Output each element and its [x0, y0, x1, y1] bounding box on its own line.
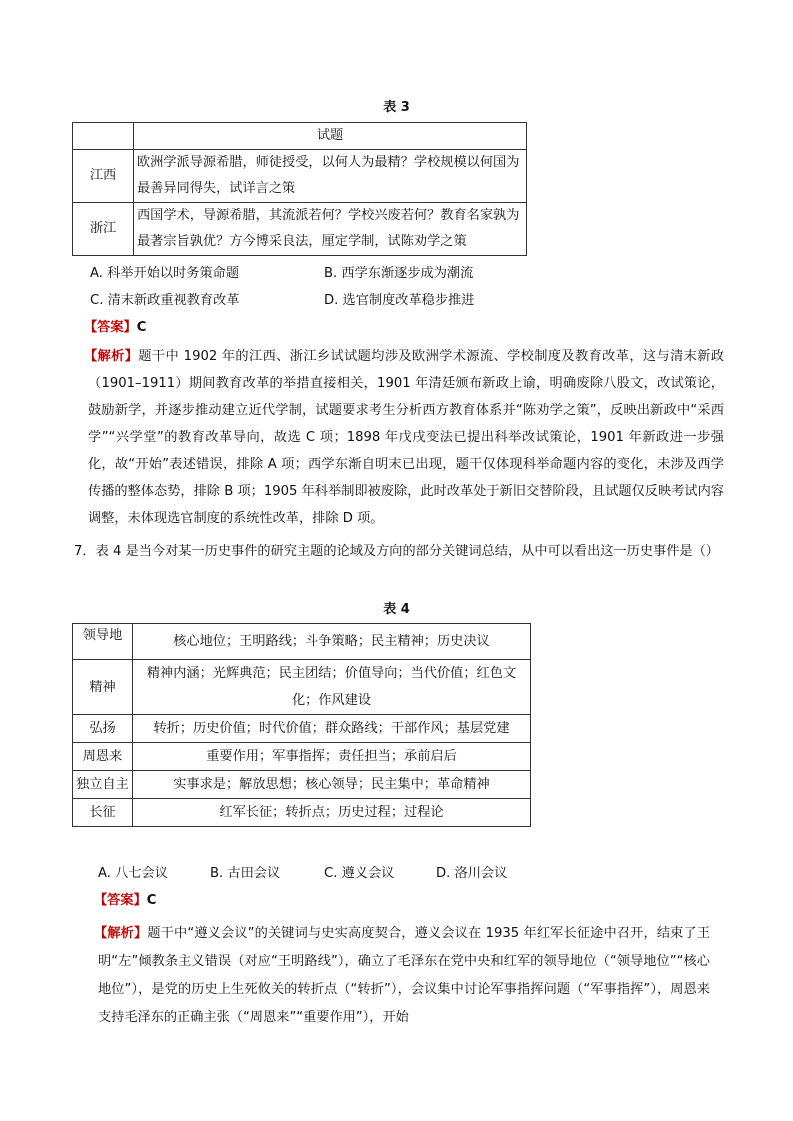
table3-region-cell: 江西 [73, 150, 134, 203]
analysis-label: 【解析】 [84, 349, 139, 364]
table3-caption: 表 3 [383, 100, 410, 115]
table4-label-cell: 周恩来 [73, 743, 133, 771]
table3-text-cell: 欧洲学派导源希腊，师徒授受，以何人为最精？学校规模以何国为最善异同得失，试详言之策 [134, 150, 527, 203]
q6-option-d: D. 选官制度改革稳步推进 [324, 293, 475, 308]
table4-text-cell: 转折；历史价值；时代价值；群众路线；干部作风；基层党建 [133, 715, 531, 743]
q6-answer [84, 318, 146, 338]
answer-value: C [136, 320, 147, 335]
q7-option-b: B. 古田会议 [210, 866, 281, 881]
table4-text-cell: 精神内涵；光辉典范；民主团结；价值导向；当代价值；红色文化；作风建设 [133, 660, 531, 715]
table3-text-cell: 西国学术，导源希腊，其流派若何？学校兴废若何？教育名家孰为最著宗旨孰优？方今博采良法，厘定学制，试陈劝学之策 [134, 203, 527, 256]
table-row [73, 660, 531, 715]
table4-caption: 表 4 [383, 602, 410, 617]
q7-option-a: A. 八七会议 [98, 866, 168, 881]
table4-label-cell: 精神 [73, 660, 133, 715]
table3-region-cell: 浙江 [73, 203, 134, 256]
table-row [73, 743, 531, 771]
table-row [73, 715, 531, 743]
q6-option-a: A. 科举开始以时务策命题 [90, 266, 240, 281]
q7-option-d: D. 洛川会议 [436, 866, 508, 881]
analysis-text: 题干中 1902 年的江西、浙江乡试试题均涉及欧洲学术源流、学校制度及教育改革，这与清末新政（1901–1911）期间教育改革的举措直接相关，1901 年清廷颁布新政上谕，明确废除八股文，改试策论，鼓励新学，并逐步推动建立近代学制，试题要求考生分析西方教育体系并“陈劝学之策”，反映出新政中“采西学”“兴学堂”的教育改革导向，故选 C 项；1898 年戊戌变法已提出科举改试策论，1901 年新政进一步强化，故“开始”表述错误，排除 A 项；西学东渐自明末已出现，题干仅体现科举命题内容的变化，未涉及西学传播的整体态势，排除 B 项；1905 年科举制即被废除，此时改革处于新旧交替阶段，且试题仅反映考试内容调整，未体现选官制度的系统性改革，排除 D 项。 [88, 349, 725, 526]
table-row [73, 771, 531, 799]
q6-option-b: B. 西学东渐逐步成为潮流 [324, 266, 474, 281]
q7-option-c: C. 遵义会议 [324, 866, 395, 881]
q7-analysis [94, 920, 711, 1032]
q7-answer [94, 891, 156, 911]
table3-corner-cell [73, 123, 134, 150]
table4-label-cell: 弘扬 [73, 715, 133, 743]
table4-text-cell: 核心地位；王明路线；斗争策略；民主精神；历史决议 [133, 624, 531, 660]
table4-label-cell: 独立自主 [73, 771, 133, 799]
table4-label-cell: 长征 [73, 799, 133, 827]
table4-text-cell: 实事求是；解放思想；核心领导；民主集中；革命精神 [133, 771, 531, 799]
table-row [73, 799, 531, 827]
table3 [72, 122, 527, 256]
analysis-text: 题干中“遵义会议”的关键词与史实高度契合，遵义会议在 1935 年红军长征途中召开，结束了王明“左”倾教条主义错误（对应“王明路线”），确立了毛泽东在党中央和红军的领导地位（“领导地位”“核心地位”），是党的历史上生死攸关的转折点（“转折”），会议集中讨论军事指挥问题（“军事指挥”），周恩来支持毛泽东的正确主张（“周恩来”“重要作用”），开始 [98, 926, 711, 1025]
table4-text-cell: 红军长征；转折点；历史过程；过程论 [133, 799, 531, 827]
table-row [73, 150, 527, 203]
analysis-label: 【解析】 [94, 926, 148, 941]
answer-value: C [146, 893, 157, 908]
q7-question: 7．表 4 是当今对某一历史事件的研究主题的论域及方向的部分关键词总结，从中可以看出这一历史事件是（） [74, 544, 719, 559]
q6-analysis [84, 343, 725, 532]
table4-text-cell: 重要作用；军事指挥；责任担当；承前启后 [133, 743, 531, 771]
answer-label: 【答案】 [84, 320, 137, 335]
table4 [72, 623, 531, 827]
answer-label: 【答案】 [94, 893, 147, 908]
table-row [73, 624, 531, 660]
q6-option-c: C. 清末新政重视教育改革 [90, 293, 240, 308]
table3-header-row [73, 123, 527, 150]
table-row [73, 203, 527, 256]
table3-header-cell: 试题 [134, 123, 527, 150]
table4-label-cell: 领导地 [73, 624, 133, 660]
